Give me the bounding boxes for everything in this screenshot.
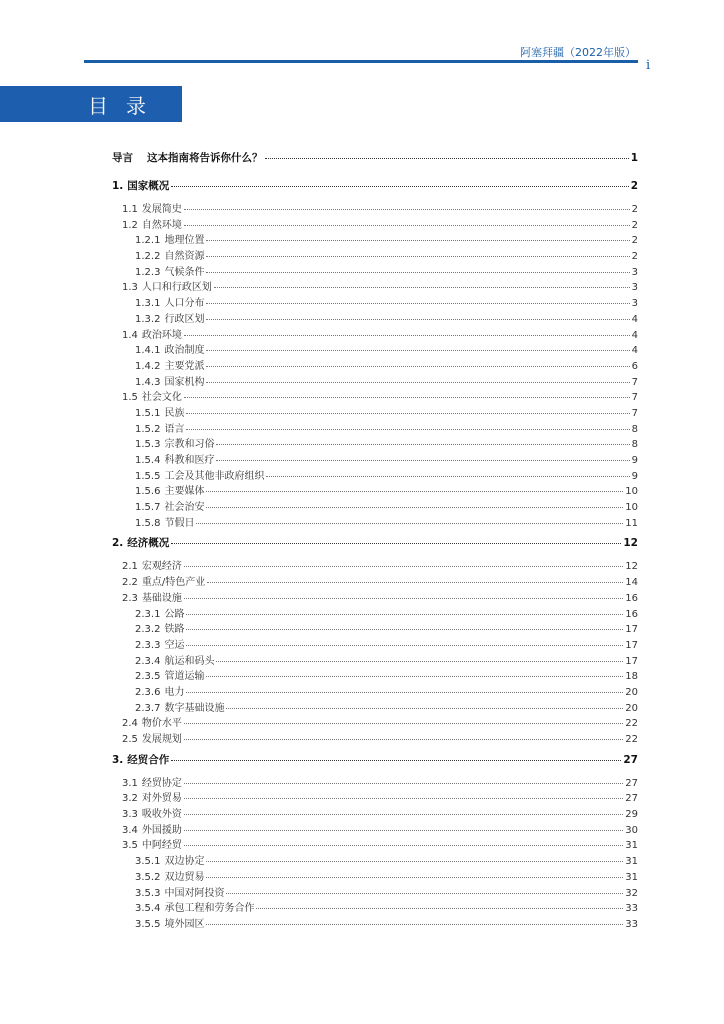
toc-entry-text: 境外园区 <box>164 918 205 930</box>
toc-entry-text: 人口分布 <box>164 298 205 310</box>
toc-entry-page: 10 <box>625 502 638 514</box>
toc-entry-label <box>122 326 182 341</box>
toc-entry[interactable] <box>112 821 638 837</box>
toc-entry[interactable] <box>112 699 638 715</box>
toc-entry-number: 2.3.7 <box>135 702 161 714</box>
toc-entry-label <box>135 652 214 667</box>
dot-leader <box>184 209 630 210</box>
toc-entry-label <box>122 589 182 604</box>
toc-entry-label <box>122 774 182 789</box>
toc-entry-number: 2.1 <box>122 561 138 573</box>
toc-entry-text: 国家概况 <box>127 180 170 192</box>
toc-entry-page: 27 <box>625 793 638 805</box>
toc-entry-number: 3.4 <box>122 824 138 836</box>
toc-entry-number: 3.5.2 <box>135 871 161 883</box>
toc-entry-text: 社会治安 <box>164 502 205 514</box>
dot-leader <box>186 692 623 693</box>
toc-entry-text: 地理位置 <box>164 235 205 247</box>
toc-entry-page: 9 <box>631 470 638 482</box>
toc-entry-label <box>122 216 182 231</box>
toc-entry-text: 数字基础设施 <box>164 702 225 714</box>
toc-entry[interactable] <box>112 884 638 900</box>
toc-entry-label <box>112 178 169 193</box>
toc-entry-page: 12 <box>623 537 638 550</box>
toc-entry[interactable] <box>112 620 638 636</box>
toc-entry-text: 主要党派 <box>164 360 205 372</box>
toc-entry-number: 2.3 <box>122 592 138 604</box>
toc-entry[interactable] <box>112 326 638 342</box>
toc-entry-text: 空运 <box>164 639 185 651</box>
toc-entry-text: 科教和医疗 <box>164 455 215 466</box>
toc-entry-page: 27 <box>625 777 638 789</box>
toc-entry-label <box>135 852 204 867</box>
toc-entry-text: 中阿经贸 <box>141 840 182 852</box>
toc-entry-page: 7 <box>631 376 638 388</box>
toc-entry-label <box>135 498 204 513</box>
toc-entry-text: 对外贸易 <box>141 793 182 805</box>
dot-leader <box>207 582 623 583</box>
toc-entry-text: 节假日 <box>164 517 195 529</box>
dot-leader <box>206 676 623 677</box>
dot-leader <box>214 287 630 288</box>
toc-entry-label <box>112 150 263 165</box>
toc-entry-number: 1.3.1 <box>135 298 161 310</box>
toc-entry[interactable] <box>112 652 638 668</box>
toc-entry[interactable] <box>112 451 638 467</box>
toc-entry-text: 主要媒体 <box>164 486 205 498</box>
toc-entry-page: 4 <box>631 345 638 357</box>
toc-entry-number: 1.4.1 <box>135 345 161 357</box>
toc-entry-page: 4 <box>631 329 638 341</box>
toc-entry-text: 基础设施 <box>141 592 182 604</box>
toc-entry-text: 外国援助 <box>141 824 182 836</box>
toc-entry-page: 9 <box>631 455 638 466</box>
toc-entry-number: 导言 <box>112 152 133 164</box>
toc-entry-number: 1.2.3 <box>135 266 161 278</box>
dot-leader <box>206 303 629 304</box>
toc-entry-label <box>135 435 214 450</box>
toc-entry-text: 吸收外资 <box>141 809 182 821</box>
toc-entry[interactable] <box>112 467 638 483</box>
toc-entry[interactable] <box>112 200 638 216</box>
toc-entry[interactable] <box>112 231 638 247</box>
dot-leader <box>206 507 623 508</box>
toc-entry-number: 2.5 <box>122 734 138 745</box>
toc-entry-number: 3.5.4 <box>135 903 161 915</box>
toc-entry-text: 电力 <box>164 686 185 698</box>
toc-entry-number: 1.5.2 <box>135 423 161 435</box>
dot-leader <box>184 566 623 567</box>
toc-entry-page: 30 <box>625 824 638 836</box>
toc-entry-page: 16 <box>625 608 638 620</box>
toc-entry-page: 17 <box>625 624 638 636</box>
toc-entry-page: 7 <box>631 392 638 404</box>
toc-entry-page: 17 <box>625 655 638 667</box>
dot-leader <box>216 444 629 445</box>
toc-entry-label <box>135 482 204 497</box>
toc-entry-page: 14 <box>625 577 638 589</box>
toc-entry-label <box>135 341 204 356</box>
toc-entry[interactable] <box>112 557 638 573</box>
dot-leader <box>265 158 629 159</box>
toc-entry-page: 12 <box>625 561 638 573</box>
toc-entry[interactable] <box>112 388 638 404</box>
toc-entry-number: 1.5.4 <box>135 455 161 466</box>
toc-entry-number: 1.3 <box>122 282 138 294</box>
dot-leader <box>186 629 623 630</box>
toc-entry[interactable] <box>112 899 638 915</box>
dot-leader <box>216 460 629 461</box>
toc-entry[interactable] <box>112 514 638 530</box>
dot-leader <box>184 783 623 784</box>
toc-entry[interactable] <box>112 310 638 326</box>
toc-entry-number: 3.3 <box>122 809 138 821</box>
toc-entry-label <box>122 821 182 836</box>
toc-entry-text: 双边协定 <box>164 856 205 868</box>
dot-leader <box>206 366 629 367</box>
toc-entry-text: 国家机构 <box>164 376 205 388</box>
toc-entry-text: 经贸合作 <box>127 753 170 766</box>
toc-entry-text: 经贸协定 <box>141 777 182 789</box>
toc-entry-number: 2.4 <box>122 718 138 730</box>
toc-entry-number: 2.3.1 <box>135 608 161 620</box>
toc-entry-label <box>135 683 184 698</box>
toc-entry-label <box>122 730 182 745</box>
toc-entry-label <box>135 884 224 899</box>
running-header-title: 阿塞拜疆（2022年版） <box>520 46 636 59</box>
toc-entry-page: 31 <box>625 840 638 852</box>
dot-leader <box>206 877 623 878</box>
toc-entry-page: 22 <box>625 718 638 730</box>
toc-entry-label <box>122 573 205 588</box>
toc-entry-label <box>135 294 204 309</box>
toc-entry-number: 3.5.1 <box>135 856 161 868</box>
dot-leader <box>206 256 629 257</box>
toc-entry[interactable] <box>112 216 638 232</box>
toc-entry-page: 31 <box>625 871 638 883</box>
toc-entry-page: 4 <box>631 313 638 325</box>
toc-entry-label <box>135 514 194 529</box>
toc-entry-number: 3. <box>112 753 124 766</box>
dot-leader <box>171 760 621 761</box>
toc-entry-number: 3.2 <box>122 793 138 805</box>
toc-chapter-entry[interactable] <box>112 752 638 770</box>
toc-chapter-entry[interactable] <box>112 535 638 553</box>
toc-entry-label <box>122 557 182 572</box>
toc-entry-label <box>135 247 204 262</box>
toc-entry-text: 航运和码头 <box>164 655 215 667</box>
toc-entry-page: 20 <box>625 702 638 714</box>
toc-entry-number: 2.3.5 <box>135 671 161 683</box>
toc-entry-label <box>135 667 204 682</box>
toc-entry-page: 16 <box>625 592 638 604</box>
toc-entry-label <box>135 899 254 914</box>
toc-entry[interactable] <box>112 435 638 451</box>
toc-entry-label <box>135 620 184 635</box>
toc-entry-page: 18 <box>625 671 638 683</box>
toc-entry-number: 1.1 <box>122 204 138 215</box>
toc-entry-page: 7 <box>631 407 638 419</box>
toc-entry[interactable] <box>112 357 638 373</box>
toc-title: 目录 <box>88 94 164 118</box>
toc-entry[interactable] <box>112 714 638 730</box>
toc-entry-text: 物价水平 <box>141 718 182 730</box>
dot-leader <box>186 614 623 615</box>
dot-leader <box>206 924 623 925</box>
toc-entry-number: 2.3.2 <box>135 624 161 636</box>
toc-entry[interactable] <box>112 589 638 605</box>
toc-entry-page: 8 <box>631 439 638 451</box>
toc-entry-text: 发展简史 <box>141 204 182 215</box>
dot-leader <box>184 225 630 226</box>
toc-entry-page: 20 <box>625 686 638 698</box>
dot-leader <box>184 814 623 815</box>
toc-entry-label <box>135 231 204 246</box>
toc-entry[interactable] <box>112 868 638 884</box>
toc-entry-number: 1.4.3 <box>135 376 161 388</box>
toc-entry-number: 1.4 <box>122 329 138 341</box>
toc-entry-number: 2.2 <box>122 577 138 589</box>
toc-entry-label <box>135 467 264 482</box>
toc-entry-number: 1.5.3 <box>135 439 161 451</box>
dot-leader <box>226 708 623 709</box>
toc-entry-text: 自然环境 <box>141 219 182 231</box>
toc-entry-text: 民族 <box>164 407 185 419</box>
toc-entry-page: 8 <box>631 423 638 435</box>
dot-leader <box>186 645 623 646</box>
toc-entry-text: 行政区划 <box>164 313 205 325</box>
dot-leader <box>186 429 629 430</box>
toc-entry[interactable] <box>112 573 638 589</box>
dot-leader <box>226 893 623 894</box>
toc-entry[interactable] <box>112 341 638 357</box>
dot-leader <box>171 543 621 544</box>
toc-entry-page: 27 <box>623 753 638 766</box>
toc-entry-number: 1. <box>112 180 124 192</box>
header-rule <box>84 60 638 63</box>
toc-entry-page: 1 <box>630 152 638 164</box>
toc-entry-text: 宏观经济 <box>141 561 182 573</box>
toc-entry-page: 11 <box>625 517 638 529</box>
toc-entry-number: 1.5.5 <box>135 470 161 482</box>
toc-entry-label <box>122 805 182 820</box>
toc-entry[interactable] <box>112 636 638 652</box>
toc-entry-text: 管道运输 <box>164 671 205 683</box>
toc-entry-text: 公路 <box>164 608 185 620</box>
toc-entry[interactable] <box>112 836 638 852</box>
toc-entry-label <box>135 605 184 620</box>
toc-entry-label <box>112 535 169 550</box>
toc-entry-number: 3.5.3 <box>135 887 161 899</box>
toc-entry-text: 这本指南将告诉你什么？ <box>147 152 263 164</box>
toc-entry-number: 3.5 <box>122 840 138 852</box>
toc-entry-label <box>135 420 184 435</box>
toc-entry[interactable] <box>112 805 638 821</box>
toc-entry-text: 语言 <box>164 423 185 435</box>
toc-entry-page: 33 <box>625 903 638 915</box>
toc-entry-number: 1.5.1 <box>135 407 161 419</box>
toc-entry-label <box>122 714 182 729</box>
toc-entry-page: 33 <box>625 918 638 930</box>
toc-entry-number: 3.5.5 <box>135 918 161 930</box>
toc-entry-text: 发展规划 <box>141 734 182 745</box>
toc-entry-label <box>135 699 224 714</box>
toc-entry-page: 2 <box>631 235 638 247</box>
toc-entry-page: 17 <box>625 639 638 651</box>
toc-entry-number: 1.2 <box>122 219 138 231</box>
page-number: i <box>646 58 651 73</box>
toc-entry-text: 经济概况 <box>127 537 170 550</box>
dot-leader <box>184 830 623 831</box>
dot-leader <box>171 186 628 187</box>
toc-entry-number: 2.3.3 <box>135 639 161 651</box>
dot-leader <box>206 491 623 492</box>
toc-entry[interactable] <box>112 482 638 498</box>
toc-entry-number: 2.3.6 <box>135 686 161 698</box>
toc-entry-page: 29 <box>625 809 638 821</box>
toc-entry-number: 1.2.1 <box>135 235 161 247</box>
toc-entry-number: 1.5 <box>122 392 138 404</box>
toc-entry-number: 1.4.2 <box>135 360 161 372</box>
dot-leader <box>184 798 623 799</box>
toc-entry-number: 1.5.8 <box>135 517 161 529</box>
toc-entry[interactable] <box>112 730 638 746</box>
toc-entry-label <box>135 404 184 419</box>
dot-leader <box>206 350 629 351</box>
toc-entry-number: 1.2.2 <box>135 251 161 263</box>
toc-entry-text: 重点/特色产业 <box>141 577 206 589</box>
toc-entry-label <box>122 388 182 403</box>
toc-entry-label <box>135 357 204 372</box>
toc-entry-page: 2 <box>630 180 638 192</box>
toc-entry[interactable] <box>112 683 638 699</box>
dot-leader <box>184 598 623 599</box>
dot-leader <box>206 319 629 320</box>
toc-entry-page: 32 <box>625 887 638 899</box>
toc-entry-page: 22 <box>625 734 638 745</box>
toc-entry-text: 自然资源 <box>164 251 205 263</box>
toc-entry-text: 政治环境 <box>141 329 182 341</box>
toc-entry-text: 承包工程和劳务合作 <box>164 903 255 915</box>
dot-leader <box>184 845 623 846</box>
toc-entry[interactable] <box>112 667 638 683</box>
toc-entry-text: 社会文化 <box>141 392 182 404</box>
toc-entry-text: 政治制度 <box>164 345 205 357</box>
toc-entry-label <box>135 263 204 278</box>
toc-entry-number: 1.3.2 <box>135 313 161 325</box>
toc-entry-label <box>122 836 182 851</box>
dot-leader <box>206 272 629 273</box>
toc-chapter-entry[interactable] <box>112 178 638 196</box>
dot-leader <box>206 382 629 383</box>
toc-entry[interactable] <box>112 498 638 514</box>
toc-entry-page: 2 <box>631 219 638 231</box>
toc-entry-text: 人口和行政区划 <box>141 282 212 294</box>
toc-entry-page: 3 <box>631 282 638 294</box>
toc-entry-page: 31 <box>625 856 638 868</box>
toc-entry-text: 双边贸易 <box>164 871 205 883</box>
toc-entry-label <box>135 915 204 930</box>
dot-leader <box>196 523 623 524</box>
toc-entry-page: 2 <box>631 251 638 263</box>
dot-leader <box>184 723 623 724</box>
dot-leader <box>184 335 630 336</box>
toc-entry-text: 气候条件 <box>164 266 205 278</box>
toc-entry[interactable] <box>112 247 638 263</box>
toc-entry-text: 中国对阿投资 <box>164 887 225 899</box>
toc-entry[interactable] <box>112 373 638 389</box>
dot-leader <box>206 240 629 241</box>
toc-entry[interactable] <box>112 774 638 790</box>
toc-entry-number: 1.5.7 <box>135 502 161 514</box>
dot-leader <box>184 397 630 398</box>
toc-entry-label <box>122 278 212 293</box>
toc-entry[interactable] <box>112 404 638 420</box>
toc-entry-text: 工会及其他非政府组织 <box>164 470 265 482</box>
toc-entry-number: 2. <box>112 537 124 550</box>
toc-entry-label <box>135 310 204 325</box>
toc-entry-text: 铁路 <box>164 624 185 636</box>
toc-entry[interactable] <box>112 852 638 868</box>
toc-entry[interactable] <box>112 420 638 436</box>
toc-entry-label <box>135 451 214 466</box>
toc-entry-label <box>122 200 182 215</box>
toc-entry-label <box>135 373 204 388</box>
toc-chapter-entry[interactable] <box>112 150 638 168</box>
toc-entry-page: 10 <box>625 486 638 498</box>
toc-entry[interactable] <box>112 789 638 805</box>
toc-entry-label <box>112 752 169 767</box>
toc-entry-page: 3 <box>631 266 638 278</box>
dot-leader <box>186 413 629 414</box>
toc-entry[interactable] <box>112 278 638 294</box>
toc-entry-number: 2.3.4 <box>135 655 161 667</box>
toc-entry[interactable] <box>112 915 638 931</box>
dot-leader <box>184 739 623 740</box>
dot-leader <box>256 908 623 909</box>
toc-entry-label <box>122 789 182 804</box>
toc-entry[interactable] <box>112 605 638 621</box>
toc-entry-label <box>135 636 184 651</box>
dot-leader <box>216 661 623 662</box>
toc-entry-page: 2 <box>631 204 638 215</box>
dot-leader <box>266 476 629 477</box>
toc-entry[interactable] <box>112 263 638 279</box>
toc-entry-label <box>135 868 204 883</box>
toc-entry-page: 3 <box>631 298 638 310</box>
dot-leader <box>206 861 623 862</box>
toc-entry[interactable] <box>112 294 638 310</box>
table-of-contents <box>112 150 638 931</box>
toc-entry-number: 1.5.6 <box>135 486 161 498</box>
toc-entry-page: 6 <box>631 360 638 372</box>
toc-entry-number: 3.1 <box>122 777 138 789</box>
toc-entry-text: 宗教和习俗 <box>164 439 215 451</box>
